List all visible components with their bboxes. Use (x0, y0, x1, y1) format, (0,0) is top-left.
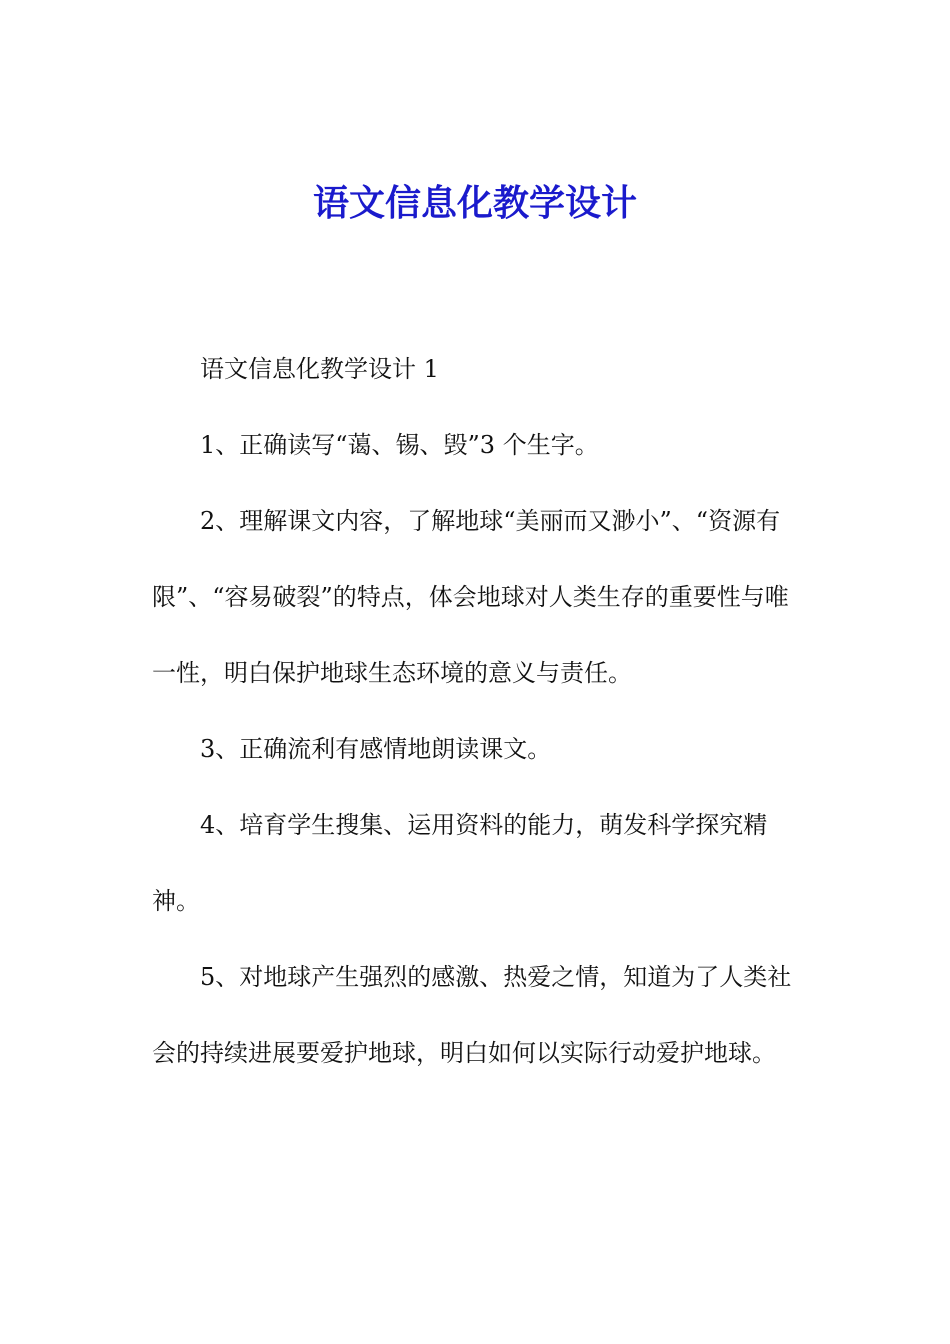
paragraph-heading: 语文信息化教学设计 1 (200, 355, 439, 383)
paragraph-item-1: 1、正确读写“蔼、锡、毁”3 个生字。 (200, 431, 599, 459)
paragraph-item-4: 4、培育学生搜集、运用资料的能力，萌发科学探究精神。 (152, 811, 768, 915)
paragraph-item-3: 3、正确流利有感情地朗读课文。 (200, 735, 552, 763)
paragraph-item-2: 2、理解课文内容，了解地球“美丽而又渺小”、“资源有限”、“容易破裂”的特点，体会地球对人类生存的重要性与唯一性，明白保护地球生态环境的意义与责任。 (152, 507, 789, 687)
document-title: 语文信息化教学设计 (312, 182, 637, 224)
document-body (152, 331, 802, 1091)
paragraph-item-5: 5、对地球产生强烈的感激、热爱之情，知道为了人类社会的持续进展要爱护地球，明白如何以实际行动爱护地球。 (152, 963, 792, 1067)
